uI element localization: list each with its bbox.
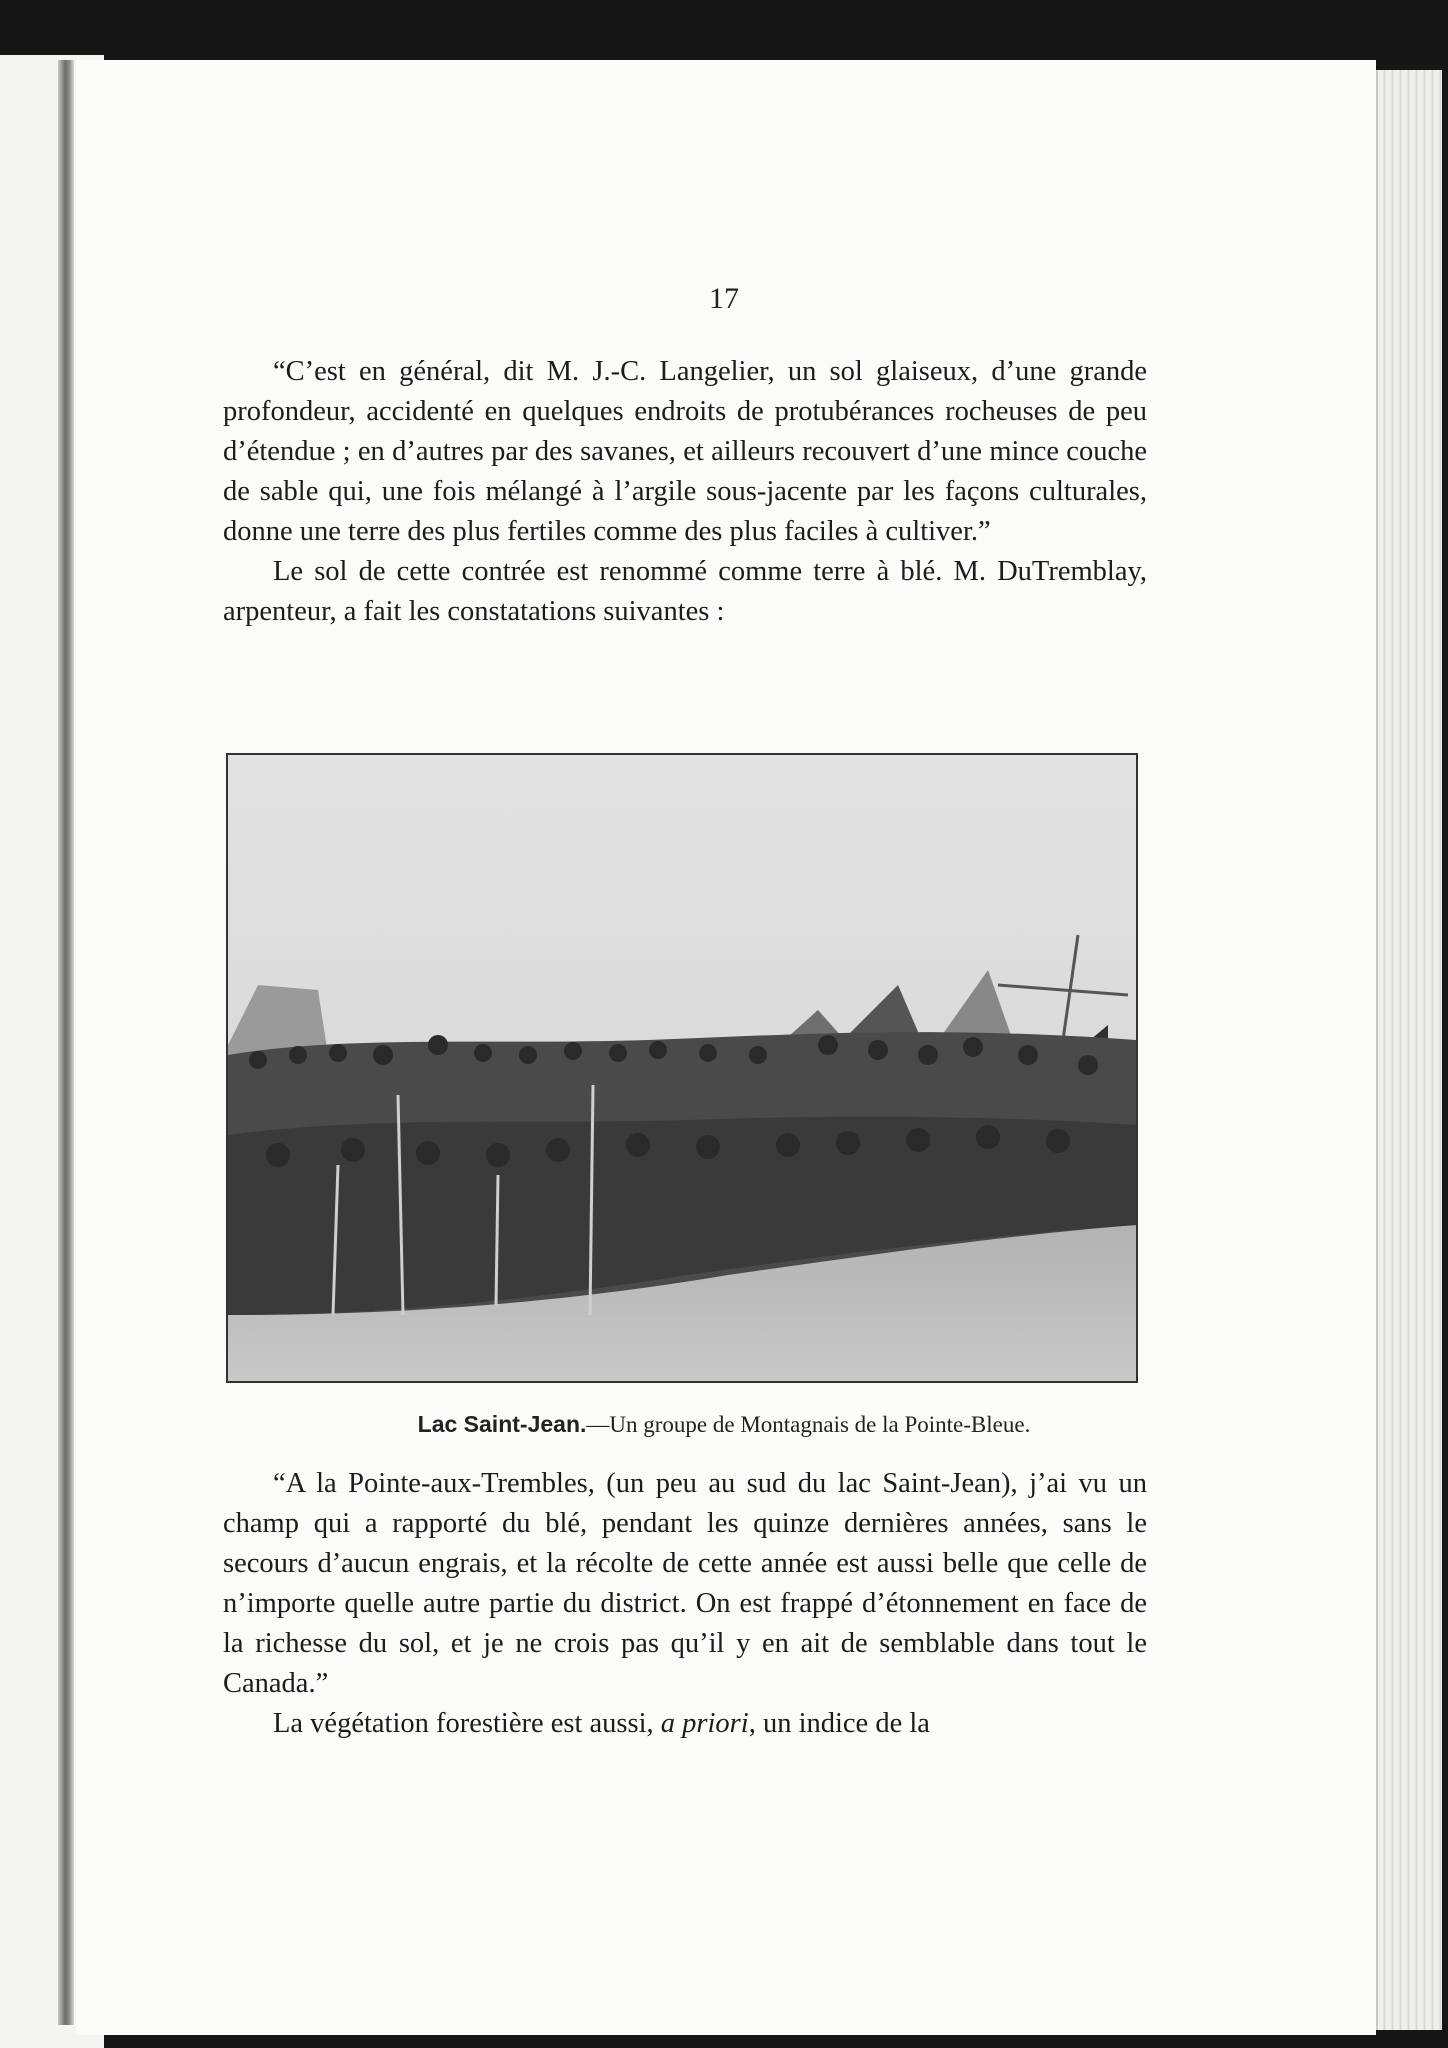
forest-text-before: La végétation forestière est aussi, — [273, 1708, 661, 1739]
text-block-bottom — [223, 1464, 1147, 1744]
group-photo-illustration — [228, 755, 1136, 1381]
book-gutter — [58, 60, 74, 2025]
caption-description: —Un groupe de Montagnais de la Pointe-Bleue. — [586, 1412, 1031, 1437]
page-number: 17 — [709, 282, 739, 315]
figure-caption — [0, 1411, 1448, 1438]
forest-text-after: , un indice de la — [748, 1708, 930, 1739]
caption-location: Lac Saint-Jean. — [417, 1411, 587, 1437]
paragraph-soil-renown: Le sol de cette contrée est renommé comme terre à blé. M. DuTremblay, arpenteur, a fait les constatations suivantes : — [223, 556, 1147, 627]
page-stack-edges — [1376, 70, 1442, 2030]
paragraph-dutremblay-quote: “A la Pointe-aux-Trembles, (un peu au sud du lac Saint-Jean), j’ai vu un champ qui a rapporté du blé, pendant les quinze dernières années, sans le secours d’aucun engrais, et la récolte de cette année est aussi belle que celle de n’importe quelle autre partie du district. On est frappé d’étonnement en face de la richesse du sol, et je ne crois pas qu’il y en ait de semblable dans tout le Canada.” — [223, 1468, 1147, 1699]
paragraph-langelier-quote: “C’est en général, dit M. J.-C. Langelier, un sol glaiseux, d’une grande profondeur, accidenté en quelques endroits de protubérances rocheuses de peu d’étendue ; en d’autres par des savanes, et ailleurs recouvert d’une mince couche de sable qui, une fois mélangé à l’argile sous-jacente par les façons culturales, donne une terre des plus fertiles comme des plus faciles à cultiver.” — [223, 356, 1147, 547]
paragraph-forest-vegetation — [223, 1704, 1147, 1744]
figure-photo — [226, 753, 1138, 1383]
text-block-top — [223, 352, 1147, 632]
forest-text-italic: a priori — [660, 1708, 749, 1739]
